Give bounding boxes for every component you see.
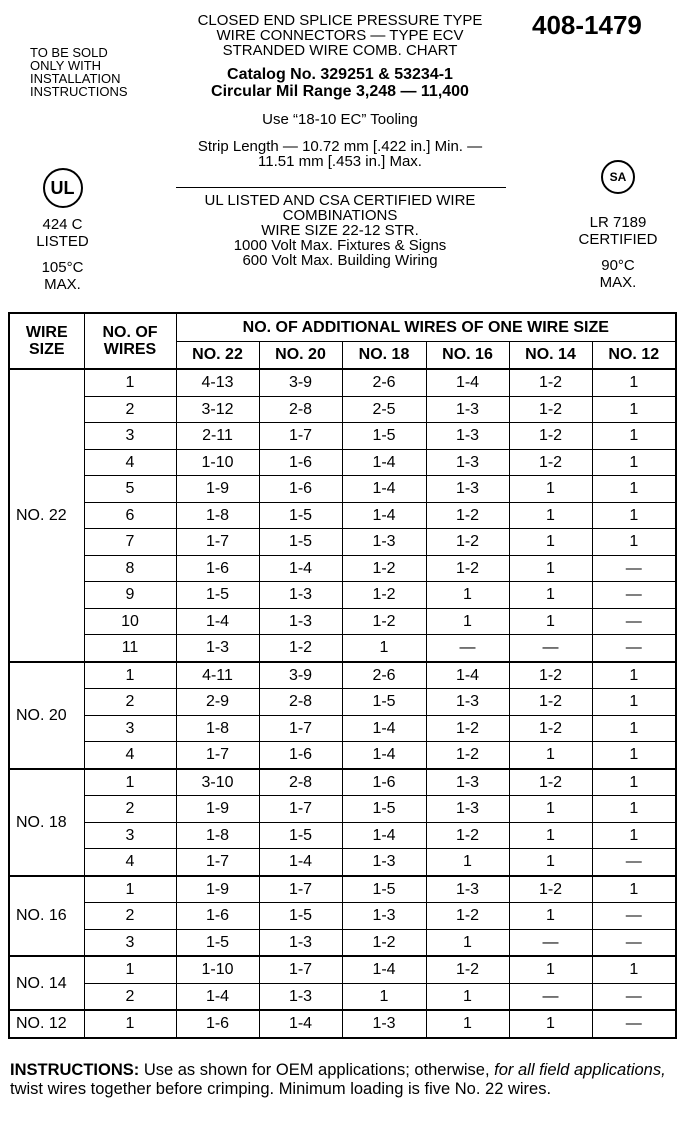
no-of-wires-cell: 2 <box>84 689 176 716</box>
additional-wires-cell: 1-4 <box>259 1010 342 1038</box>
strip-length: 11.51 mm [.453 in.] Max. <box>258 153 422 170</box>
additional-wires-cell: 1-4 <box>342 956 426 983</box>
cert-line: 1000 Volt Max. Fixtures & Signs <box>233 237 447 254</box>
csa-listing <box>568 214 668 248</box>
wire-size-cell: NO. 16 <box>9 876 84 957</box>
header-size: NO. 20 <box>259 341 342 369</box>
no-of-wires-cell: 1 <box>84 662 176 689</box>
no-of-wires-cell: 2 <box>84 983 176 1010</box>
no-of-wires-cell: 3 <box>84 715 176 742</box>
additional-wires-cell: 1 <box>426 608 509 635</box>
additional-wires-cell: 1-3 <box>426 876 509 903</box>
additional-wires-cell: 1-3 <box>426 689 509 716</box>
instructions <box>10 1061 670 1099</box>
additional-wires-cell: 1 <box>592 396 676 423</box>
csa-logo-icon <box>601 160 635 194</box>
additional-wires-cell: 2-6 <box>342 369 426 396</box>
table-row <box>9 689 676 716</box>
additional-wires-cell: 1-5 <box>342 876 426 903</box>
additional-wires-cell: 1-6 <box>259 476 342 503</box>
ul-listing-line: LISTED <box>36 233 89 250</box>
additional-wires-cell: 1-2 <box>509 715 592 742</box>
additional-wires-cell: 1-4 <box>342 449 426 476</box>
catalog-number: Catalog No. 329251 & 53234-1 <box>227 66 453 83</box>
table-row <box>9 1010 676 1038</box>
additional-wires-cell: 1 <box>426 849 509 876</box>
additional-wires-cell: 1 <box>509 1010 592 1038</box>
additional-wires-cell: 1-6 <box>259 742 342 769</box>
additional-wires-cell: 1-3 <box>259 608 342 635</box>
additional-wires-cell: 1 <box>592 662 676 689</box>
title-line: WIRE CONNECTORS — TYPE ECV <box>216 27 464 44</box>
additional-wires-cell: 1-4 <box>426 369 509 396</box>
additional-wires-cell: 1-4 <box>259 555 342 582</box>
instructions-text: twist wires together before crimping. Minimum loading is five No. 22 wires. <box>10 1080 552 1098</box>
additional-wires-cell: 4-13 <box>176 369 259 396</box>
additional-wires-cell: 1 <box>592 369 676 396</box>
table-row <box>9 956 676 983</box>
table-row <box>9 849 676 876</box>
additional-wires-cell: 1-2 <box>426 715 509 742</box>
no-of-wires-cell: 9 <box>84 582 176 609</box>
additional-wires-cell: 1-2 <box>342 929 426 956</box>
additional-wires-cell: 1-2 <box>426 956 509 983</box>
csa-temp <box>568 257 668 291</box>
additional-wires-cell: 1-2 <box>342 582 426 609</box>
additional-wires-cell: 1-2 <box>509 876 592 903</box>
header-size: NO. 14 <box>509 341 592 369</box>
additional-wires-cell: 1-5 <box>342 423 426 450</box>
additional-wires-cell: 1 <box>509 822 592 849</box>
additional-wires-cell: 1 <box>509 903 592 930</box>
additional-wires-cell: 1-4 <box>342 742 426 769</box>
ul-logo-text: UL <box>50 177 75 198</box>
table-row <box>9 635 676 662</box>
ul-logo-icon <box>43 168 83 208</box>
header-size: NO. 18 <box>342 341 426 369</box>
additional-wires-cell: 1 <box>592 715 676 742</box>
additional-wires-cell: 1-8 <box>176 822 259 849</box>
additional-wires-cell: 1-5 <box>259 822 342 849</box>
table-row <box>9 769 676 796</box>
additional-wires-cell: 1-6 <box>176 903 259 930</box>
ul-temp-line: MAX. <box>44 276 81 293</box>
additional-wires-cell: 1-3 <box>176 635 259 662</box>
additional-wires-cell: 1 <box>509 742 592 769</box>
no-of-wires-cell: 2 <box>84 903 176 930</box>
additional-wires-cell: 1-6 <box>342 769 426 796</box>
additional-wires-cell: 1-7 <box>259 956 342 983</box>
additional-wires-cell: 1 <box>509 502 592 529</box>
additional-wires-cell: 1-2 <box>342 608 426 635</box>
additional-wires-cell: 1 <box>592 449 676 476</box>
additional-wires-cell: 1-5 <box>259 903 342 930</box>
additional-wires-cell: 1-3 <box>342 529 426 556</box>
no-of-wires-cell: 2 <box>84 396 176 423</box>
tooling: Use “18-10 EC” Tooling <box>262 111 418 128</box>
additional-wires-cell: 1 <box>509 476 592 503</box>
additional-wires-cell: 1 <box>592 796 676 823</box>
sale-note-line: INSTALLATION <box>30 71 121 86</box>
additional-wires-cell: — <box>592 903 676 930</box>
additional-wires-cell: 1-4 <box>176 983 259 1010</box>
additional-wires-cell: 1-4 <box>342 822 426 849</box>
additional-wires-cell: 1-3 <box>342 903 426 930</box>
additional-wires-cell: 2-6 <box>342 662 426 689</box>
additional-wires-cell: 1-3 <box>426 396 509 423</box>
additional-wires-cell: 1-3 <box>259 582 342 609</box>
table-row <box>9 822 676 849</box>
table-row <box>9 502 676 529</box>
title-line: STRANDED WIRE COMB. CHART <box>222 42 458 59</box>
additional-wires-cell: — <box>592 635 676 662</box>
additional-wires-cell: 1-4 <box>426 662 509 689</box>
no-of-wires-cell: 3 <box>84 423 176 450</box>
no-of-wires-cell: 1 <box>84 956 176 983</box>
no-of-wires-cell: 3 <box>84 822 176 849</box>
instructions-italic: for all field applications, <box>494 1061 666 1079</box>
additional-wires-cell: 1 <box>426 1010 509 1038</box>
wire-size-cell: NO. 20 <box>9 662 84 769</box>
no-of-wires-cell: 11 <box>84 635 176 662</box>
title-line: CLOSED END SPLICE PRESSURE TYPE <box>197 12 483 29</box>
ul-listing-line: 424 C <box>42 216 83 233</box>
additional-wires-cell: 1-2 <box>426 529 509 556</box>
additional-wires-cell: 1-9 <box>176 476 259 503</box>
no-of-wires-cell: 2 <box>84 796 176 823</box>
additional-wires-cell: 1-3 <box>426 423 509 450</box>
csa-block <box>568 160 668 291</box>
wire-size-cell: NO. 14 <box>9 956 84 1010</box>
additional-wires-cell: 2-9 <box>176 689 259 716</box>
additional-wires-cell: 1-6 <box>259 449 342 476</box>
additional-wires-cell: — <box>592 555 676 582</box>
additional-wires-cell: 1 <box>592 956 676 983</box>
header-size: NO. 12 <box>592 341 676 369</box>
additional-wires-cell: 1 <box>426 983 509 1010</box>
combination-table <box>8 312 677 1039</box>
additional-wires-cell: 1-4 <box>176 608 259 635</box>
additional-wires-cell: 1 <box>426 582 509 609</box>
additional-wires-cell: 1-5 <box>176 582 259 609</box>
additional-wires-cell: 1-2 <box>509 369 592 396</box>
table-row <box>9 423 676 450</box>
additional-wires-cell: 1 <box>592 423 676 450</box>
additional-wires-cell: 1-7 <box>176 742 259 769</box>
additional-wires-cell: 4-11 <box>176 662 259 689</box>
table-row <box>9 449 676 476</box>
divider <box>176 187 506 188</box>
additional-wires-cell: 1 <box>509 608 592 635</box>
additional-wires-cell: — <box>426 635 509 662</box>
additional-wires-cell: 1 <box>592 476 676 503</box>
table-row <box>9 715 676 742</box>
additional-wires-cell: 1 <box>509 956 592 983</box>
additional-wires-cell: 2-8 <box>259 689 342 716</box>
no-of-wires-cell: 1 <box>84 769 176 796</box>
header-size: NO. 16 <box>426 341 509 369</box>
additional-wires-cell: 1-2 <box>509 662 592 689</box>
instructions-label: INSTRUCTIONS: <box>10 1061 140 1079</box>
table-row <box>9 662 676 689</box>
table-row <box>9 796 676 823</box>
additional-wires-cell: 1 <box>426 929 509 956</box>
additional-wires-cell: 1-6 <box>176 1010 259 1038</box>
instructions-text: Use as shown for OEM applications; otherwise, <box>139 1061 495 1079</box>
sale-note-line: INSTRUCTIONS <box>30 84 128 99</box>
additional-wires-cell: 3-9 <box>259 662 342 689</box>
header-no-of-wires-line: NO. OF <box>102 324 158 341</box>
additional-wires-cell: 2-11 <box>176 423 259 450</box>
csa-listing-line: CERTIFIED <box>578 231 658 248</box>
header-wire-size <box>9 313 84 369</box>
table-row <box>9 876 676 903</box>
additional-wires-cell: 1-3 <box>426 476 509 503</box>
no-of-wires-cell: 1 <box>84 876 176 903</box>
additional-wires-cell: 1-3 <box>342 849 426 876</box>
csa-temp-line: 90°C <box>601 257 635 274</box>
additional-wires-cell: 1-9 <box>176 876 259 903</box>
sale-note <box>30 46 128 98</box>
additional-wires-cell: — <box>509 929 592 956</box>
sale-note-line: ONLY WITH <box>30 58 102 73</box>
additional-wires-cell: 2-8 <box>259 769 342 796</box>
certification-block <box>170 193 510 268</box>
cert-line: 600 Volt Max. Building Wiring <box>242 252 438 269</box>
title-block <box>170 13 510 169</box>
additional-wires-cell: — <box>509 983 592 1010</box>
additional-wires-cell: 1-5 <box>342 796 426 823</box>
additional-wires-cell: 1-2 <box>426 822 509 849</box>
additional-wires-cell: 1-8 <box>176 502 259 529</box>
additional-wires-cell: 1-10 <box>176 956 259 983</box>
additional-wires-cell: 1 <box>509 555 592 582</box>
additional-wires-cell: 1-3 <box>426 449 509 476</box>
additional-wires-cell: 1-3 <box>426 796 509 823</box>
additional-wires-cell: 1-4 <box>259 849 342 876</box>
header-additional-wires: NO. OF ADDITIONAL WIRES OF ONE WIRE SIZE <box>176 313 676 341</box>
additional-wires-cell: 1 <box>509 849 592 876</box>
additional-wires-cell: 1-2 <box>342 555 426 582</box>
additional-wires-cell: 1-2 <box>259 635 342 662</box>
no-of-wires-cell: 1 <box>84 369 176 396</box>
additional-wires-cell: 1-2 <box>426 742 509 769</box>
additional-wires-cell: 2-5 <box>342 396 426 423</box>
additional-wires-cell: 1 <box>509 529 592 556</box>
additional-wires-cell: 1-5 <box>176 929 259 956</box>
header-wire-size-line: WIRE <box>25 324 68 341</box>
table-row <box>9 742 676 769</box>
additional-wires-cell: 1-3 <box>426 769 509 796</box>
additional-wires-cell: 1-7 <box>259 715 342 742</box>
additional-wires-cell: 1-2 <box>426 903 509 930</box>
csa-temp-line: MAX. <box>599 274 637 291</box>
additional-wires-cell: 1 <box>509 582 592 609</box>
circular-mil-range: Circular Mil Range 3,248 — 11,400 <box>211 83 469 100</box>
additional-wires-cell: 1-10 <box>176 449 259 476</box>
additional-wires-cell: — <box>592 582 676 609</box>
no-of-wires-cell: 6 <box>84 502 176 529</box>
header-size: NO. 22 <box>176 341 259 369</box>
doc-number: 408-1479 <box>532 10 642 40</box>
additional-wires-cell: 1-5 <box>259 529 342 556</box>
additional-wires-cell: 1-3 <box>342 1010 426 1038</box>
additional-wires-cell: 1-4 <box>342 502 426 529</box>
additional-wires-cell: 1-7 <box>259 876 342 903</box>
table-row <box>9 582 676 609</box>
additional-wires-cell: 3-9 <box>259 369 342 396</box>
no-of-wires-cell: 4 <box>84 849 176 876</box>
ul-temp-line: 105°C <box>41 259 84 276</box>
table-row <box>9 529 676 556</box>
additional-wires-cell: 1-6 <box>176 555 259 582</box>
no-of-wires-cell: 5 <box>84 476 176 503</box>
no-of-wires-cell: 7 <box>84 529 176 556</box>
no-of-wires-cell: 4 <box>84 742 176 769</box>
header-no-of-wires <box>84 313 176 369</box>
table-row <box>9 476 676 503</box>
additional-wires-cell: 1 <box>592 769 676 796</box>
additional-wires-cell: 3-10 <box>176 769 259 796</box>
additional-wires-cell: — <box>592 849 676 876</box>
additional-wires-cell: 1-7 <box>176 849 259 876</box>
additional-wires-cell: 1 <box>592 529 676 556</box>
additional-wires-cell: 3-12 <box>176 396 259 423</box>
additional-wires-cell: — <box>592 608 676 635</box>
additional-wires-cell: 1 <box>342 983 426 1010</box>
cert-line: WIRE SIZE 22-12 STR. <box>261 222 419 239</box>
additional-wires-cell: 1-2 <box>426 555 509 582</box>
header-no-of-wires-line: WIRES <box>103 341 157 358</box>
additional-wires-cell: 1-7 <box>259 423 342 450</box>
additional-wires-cell: 1 <box>509 796 592 823</box>
table-row <box>9 396 676 423</box>
no-of-wires-cell: 8 <box>84 555 176 582</box>
table-row <box>9 903 676 930</box>
additional-wires-cell: 1 <box>342 635 426 662</box>
table-row <box>9 983 676 1010</box>
additional-wires-cell: 1-8 <box>176 715 259 742</box>
additional-wires-cell: 1-5 <box>259 502 342 529</box>
wire-size-cell: NO. 22 <box>9 369 84 662</box>
additional-wires-cell: 2-8 <box>259 396 342 423</box>
ul-block <box>20 168 105 293</box>
additional-wires-cell: 1 <box>592 689 676 716</box>
no-of-wires-cell: 4 <box>84 449 176 476</box>
no-of-wires-cell: 1 <box>84 1010 176 1038</box>
table-row <box>9 555 676 582</box>
header-wire-size-line: SIZE <box>28 341 65 358</box>
additional-wires-cell: 1-5 <box>342 689 426 716</box>
additional-wires-cell: 1-2 <box>509 769 592 796</box>
csa-listing-line: LR 7189 <box>589 214 647 231</box>
additional-wires-cell: 1-3 <box>259 983 342 1010</box>
additional-wires-cell: 1-4 <box>342 476 426 503</box>
additional-wires-cell: — <box>592 1010 676 1038</box>
cert-line: UL LISTED AND CSA CERTIFIED WIRE <box>204 192 476 209</box>
cert-line: COMBINATIONS <box>282 207 398 224</box>
ul-listing <box>20 216 105 250</box>
additional-wires-cell: 1-2 <box>509 449 592 476</box>
no-of-wires-cell: 3 <box>84 929 176 956</box>
table-body <box>9 369 676 1038</box>
wire-size-cell: NO. 12 <box>9 1010 84 1038</box>
additional-wires-cell: 1 <box>592 742 676 769</box>
additional-wires-cell: 1-4 <box>342 715 426 742</box>
table-row <box>9 369 676 396</box>
additional-wires-cell: — <box>592 929 676 956</box>
additional-wires-cell: 1-3 <box>259 929 342 956</box>
additional-wires-cell: 1-7 <box>176 529 259 556</box>
table-row <box>9 608 676 635</box>
csa-logo-text: SA <box>609 170 627 184</box>
table-row <box>9 929 676 956</box>
additional-wires-cell: 1 <box>592 502 676 529</box>
additional-wires-cell: 1-2 <box>509 423 592 450</box>
sale-note-line: TO BE SOLD <box>30 45 108 60</box>
wire-size-cell: NO. 18 <box>9 769 84 876</box>
additional-wires-cell: 1-2 <box>426 502 509 529</box>
additional-wires-cell: 1-7 <box>259 796 342 823</box>
additional-wires-cell: 1 <box>592 876 676 903</box>
strip-length: Strip Length — 10.72 mm [.422 in.] Min. — <box>197 138 483 155</box>
ul-temp <box>20 259 105 293</box>
additional-wires-cell: 1-2 <box>509 689 592 716</box>
additional-wires-cell: 1-9 <box>176 796 259 823</box>
additional-wires-cell: — <box>509 635 592 662</box>
no-of-wires-cell: 10 <box>84 608 176 635</box>
additional-wires-cell: — <box>592 983 676 1010</box>
additional-wires-cell: 1-2 <box>509 396 592 423</box>
additional-wires-cell: 1 <box>592 822 676 849</box>
